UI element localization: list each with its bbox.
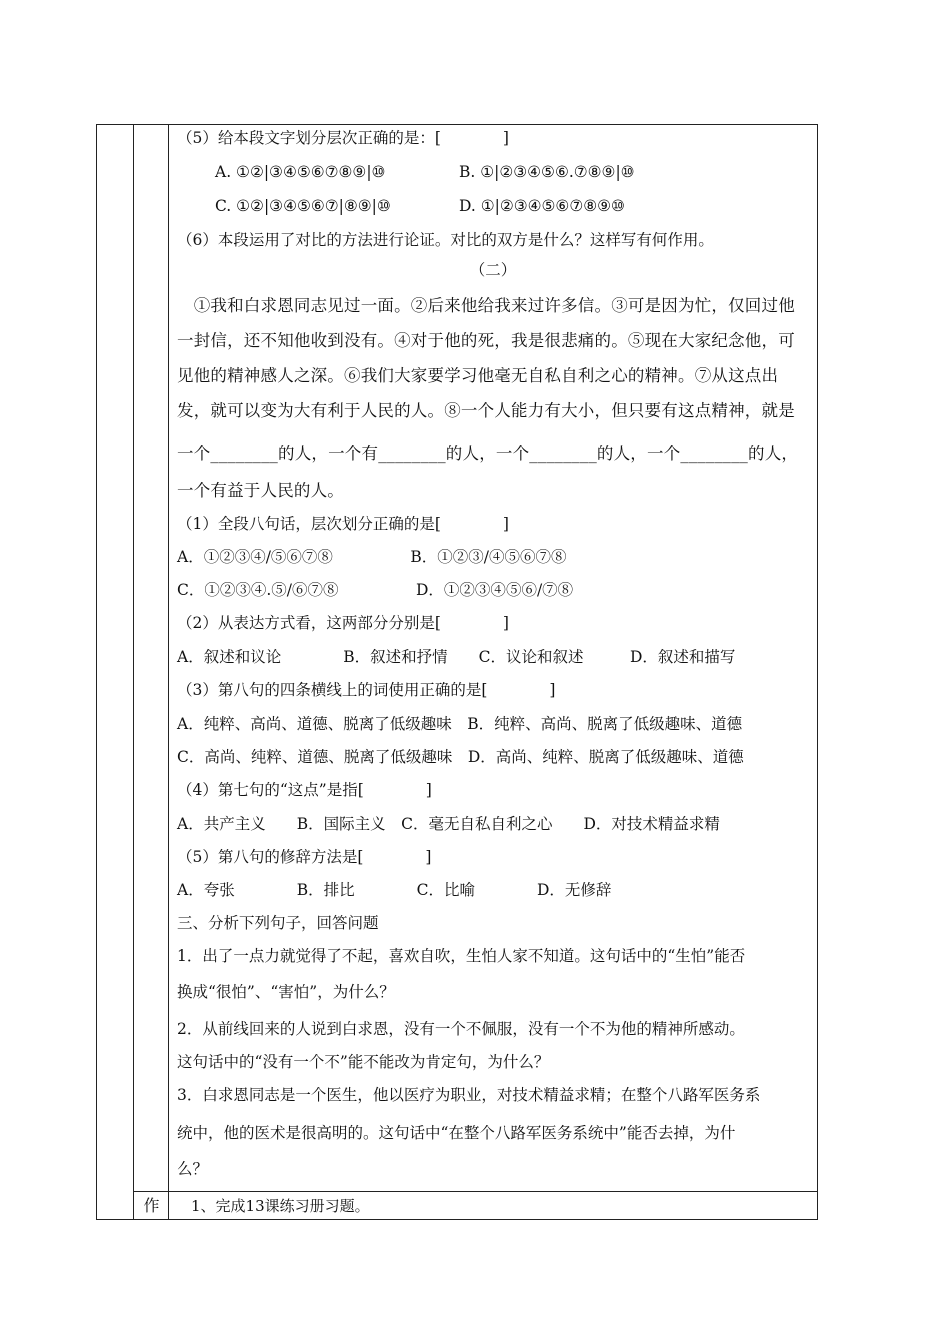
passage-line: 一个有益于人民的人。	[177, 481, 344, 500]
q5-option-b: B. ①|②③④⑤⑥.⑦⑧⑨|⑩	[459, 163, 635, 181]
part3-title: 三、分析下列句子，回答问题	[177, 914, 379, 932]
p2-q2-options: A．叙述和议论 B．叙述和抒情 C．议论和叙述 D．叙述和描写	[177, 648, 736, 666]
homework-label: 作	[143, 1196, 160, 1215]
passage-line: 发，就可以变为大有利于人民的人。⑧一个人能力有大小，但只要有这点精神，就是	[177, 401, 795, 420]
p2-q1-options-row1: A．①②③④/⑤⑥⑦⑧ B．①②③/④⑤⑥⑦⑧	[177, 548, 567, 566]
q5-option-d: D. ①|②③④⑤⑥⑦⑧⑨⑩	[459, 197, 625, 215]
part3-sentence1-line2: 换成“很怕”、“害怕”，为什么？	[177, 983, 395, 1001]
passage-line: 见他的精神感人之深。⑥我们大家要学习他毫无自私自利之心的精神。⑦从这点出	[177, 366, 779, 385]
p2-q1-stem: （1）全段八句话，层次划分正确的是[ ]	[177, 515, 509, 533]
passage-line: 一个________的人，一个有________的人，一个________的人，一个________的人，	[177, 444, 799, 463]
section-title: （二）	[469, 261, 517, 279]
label-column	[134, 125, 169, 1219]
worksheet-table	[96, 124, 818, 1220]
p2-q3-options-row2: C．高尚、纯粹、道德、脱离了低级趣味 D．高尚、纯粹、脱离了低级趣味、道德	[177, 748, 744, 766]
p2-q3-options-row1: A．纯粹、高尚、道德、脱离了低级趣味 B．纯粹、高尚、脱离了低级趣味、道德	[177, 715, 743, 733]
q5-option-a: A. ①②|③④⑤⑥⑦⑧⑨|⑩	[215, 163, 386, 181]
p2-q5-options: A．夸张 B．排比 C．比喻 D．无修辞	[177, 881, 612, 899]
part3-sentence3-line2: 统中，他的医术是很高明的。这句话中“在整个八路军医务系统中”能否去掉，为什	[177, 1124, 736, 1142]
q5-option-c: C. ①②|③④⑤⑥⑦|⑧⑨|⑩	[215, 197, 391, 215]
p2-q1-options-row2: C．①②③④.⑤/⑥⑦⑧ D．①②③④⑤⑥/⑦⑧	[177, 581, 574, 599]
p2-q4-options: A．共产主义 B．国际主义 C．毫无自私自利之心 D．对技术精益求精	[177, 815, 720, 833]
part3-sentence3-line3: 么？	[177, 1160, 209, 1178]
q6-stem: （6）本段运用了对比的方法进行论证。对比的双方是什么？这样写有何作用。	[177, 231, 714, 249]
p2-q3-stem: （3）第八句的四条横线上的词使用正确的是[ ]	[177, 681, 556, 699]
p2-q4-stem: （4）第七句的“这点”是指[ ]	[177, 781, 432, 799]
p2-q5-stem: （5）第八句的修辞方法是[ ]	[177, 848, 432, 866]
q5-stem: （5）给本段文字划分层次正确的是：[ ]	[177, 129, 509, 147]
part3-sentence1-line1: 1．出了一点力就觉得了不起，喜欢自吹，生怕人家不知道。这句话中的“生怕”能否	[177, 947, 746, 965]
part3-sentence2-line2: 这句话中的“没有一个不”能不能改为肯定句，为什么？	[177, 1053, 550, 1071]
left-margin-column	[97, 125, 134, 1219]
p2-q2-stem: （2）从表达方式看，这两部分分别是[ ]	[177, 614, 509, 632]
homework-task: 1、完成13课练习册习题。	[191, 1197, 370, 1215]
part3-sentence3-line1: 3．白求恩同志是一个医生，他以医疗为职业，对技术精益求精；在整个八路军医务系	[177, 1086, 761, 1104]
row-divider	[134, 1191, 817, 1192]
passage-line: 一封信，还不知他收到没有。④对于他的死，我是很悲痛的。⑤现在大家纪念他，可	[177, 331, 795, 350]
part3-sentence2-line1: 2．从前线回来的人说到白求恩，没有一个不佩服，没有一个不为他的精神所感动。	[177, 1020, 745, 1038]
passage-line: ①我和白求恩同志见过一面。②后来他给我来过许多信。③可是因为忙，仅回过他	[177, 296, 795, 315]
